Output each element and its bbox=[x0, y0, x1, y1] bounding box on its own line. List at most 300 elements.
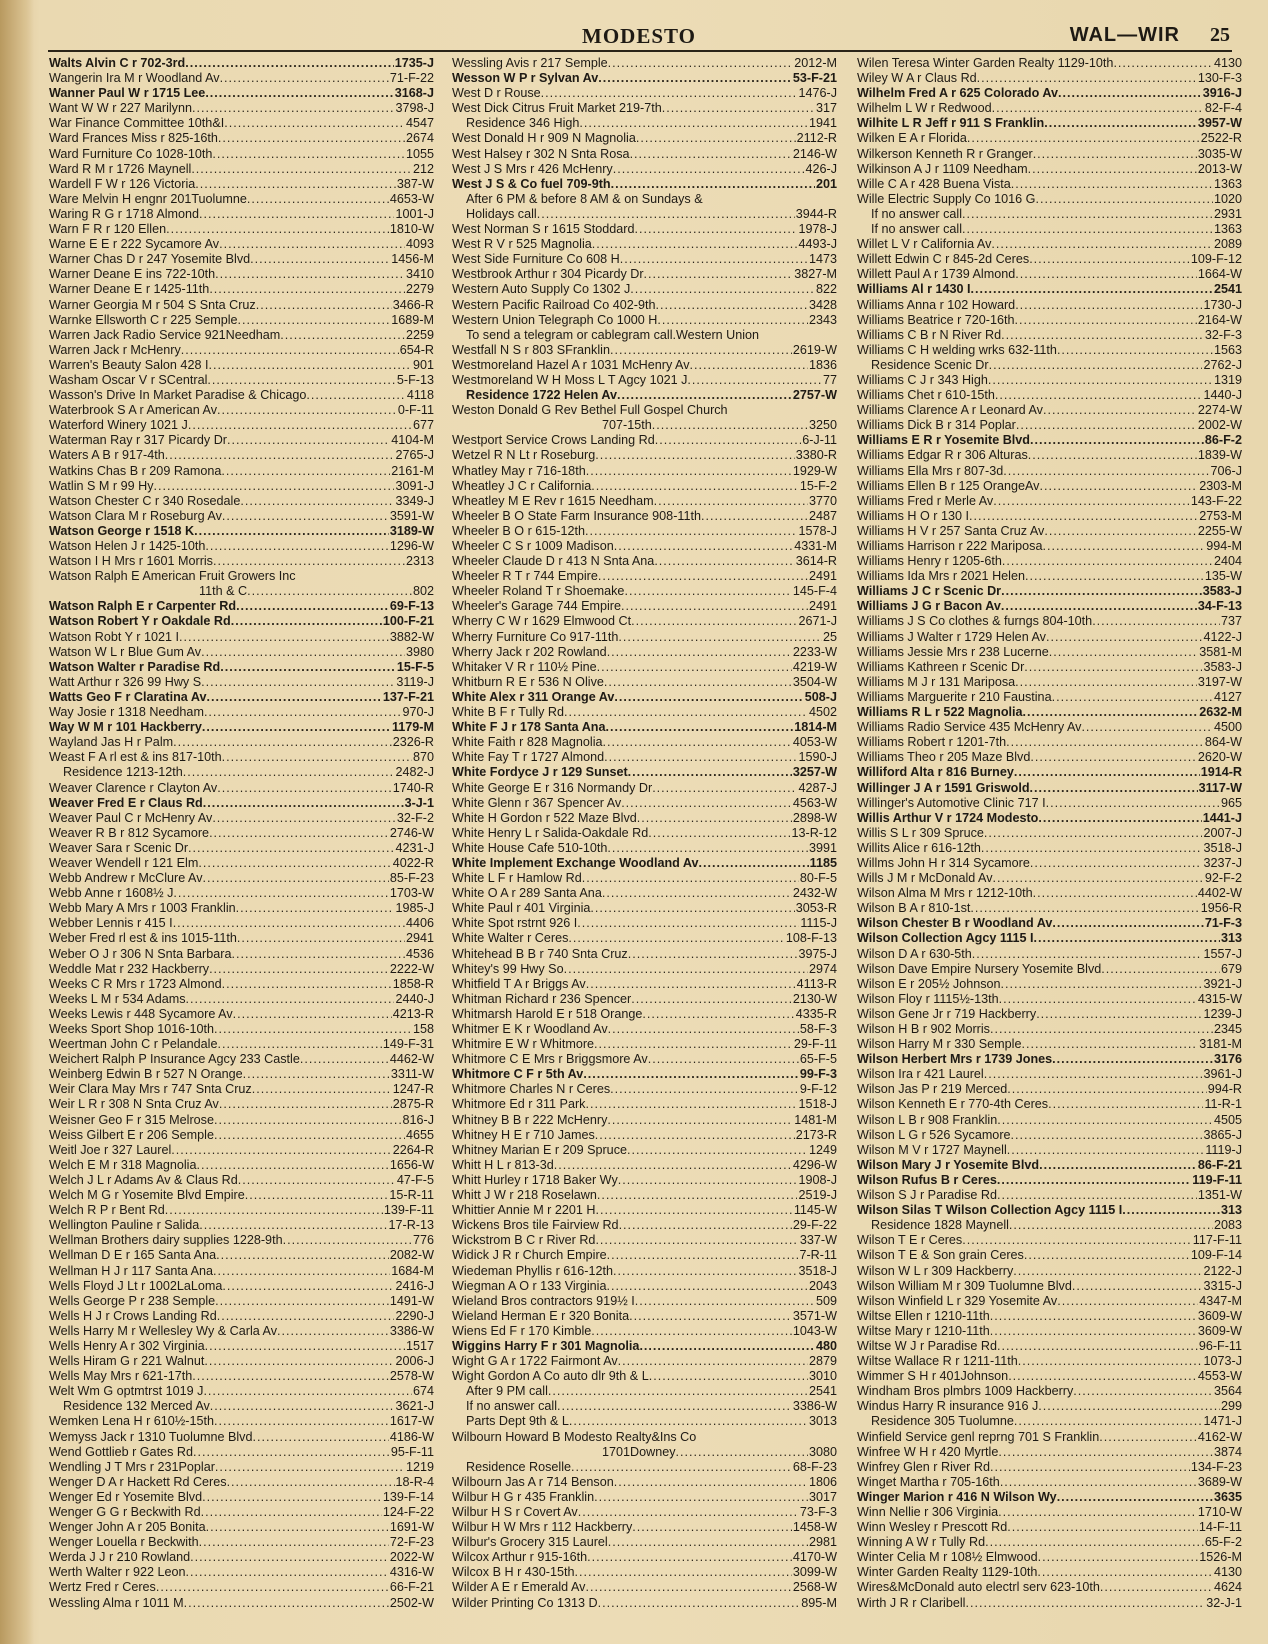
leader-dots bbox=[209, 826, 389, 841]
entry-name: Whitt J W r 218 Roselawn bbox=[452, 1188, 597, 1203]
leader-dots bbox=[217, 1037, 381, 1052]
directory-entry bbox=[452, 796, 837, 811]
phone-number: 2578-W bbox=[389, 1369, 434, 1384]
phone-number: 15-F-2 bbox=[799, 478, 837, 493]
phone-number: 2089 bbox=[1213, 237, 1242, 252]
phone-number: 1471-J bbox=[1203, 1414, 1242, 1429]
directory-entry bbox=[452, 690, 837, 705]
directory-entry bbox=[857, 192, 1242, 207]
phone-number: 2279 bbox=[405, 282, 434, 297]
directory-entry bbox=[452, 750, 837, 765]
leader-dots bbox=[699, 856, 809, 871]
leader-dots bbox=[590, 901, 794, 916]
entry-name: Wiltse W J r Paradise Rd bbox=[857, 1338, 997, 1353]
phone-number: 6-J-11 bbox=[802, 433, 837, 448]
phone-number: 3583-J bbox=[1203, 659, 1242, 674]
phone-number: 994-R bbox=[1207, 1082, 1242, 1097]
leader-dots bbox=[649, 1369, 808, 1384]
phone-number: 4500 bbox=[1213, 720, 1242, 735]
phone-number: 1440-J bbox=[1203, 388, 1242, 403]
phone-number: 2222-W bbox=[389, 961, 434, 976]
phone-number: 1185 bbox=[809, 855, 837, 870]
entry-name: Winn Wesley r Prescott Rd bbox=[857, 1520, 1008, 1535]
leader-dots bbox=[1001, 584, 1202, 599]
directory-entry bbox=[452, 1565, 837, 1580]
entry-name: Whitburn R E r 536 N Olive bbox=[452, 674, 604, 689]
directory-entry bbox=[49, 856, 434, 871]
entry-name: West Side Furniture Co 608 H bbox=[452, 252, 620, 267]
entry-name: White George E r 316 Normandy Dr bbox=[452, 780, 653, 795]
directory-entry bbox=[49, 705, 434, 720]
entry-name: Western Union Telegraph Co 1000 H bbox=[452, 312, 658, 327]
entry-name: Winget Martha r 705-16th bbox=[857, 1474, 1000, 1489]
entry-name: Williams Ida Mrs r 2021 Helen bbox=[857, 569, 1025, 584]
phone-number: 864-W bbox=[1204, 735, 1242, 750]
phone-number: 17-R-13 bbox=[388, 1218, 434, 1233]
phone-number: 3257-W bbox=[792, 765, 837, 780]
directory-entry bbox=[49, 524, 434, 539]
entry-name: 1701Downey bbox=[602, 1444, 676, 1459]
leader-dots bbox=[252, 1082, 392, 1097]
directory-entry bbox=[857, 1535, 1242, 1550]
entry-name: Warren Jack r McHenry bbox=[49, 342, 181, 357]
directory-entry bbox=[452, 1037, 837, 1052]
entry-name: Wheeler C S r 1009 Madison bbox=[452, 539, 614, 553]
phone-number: 95-F-11 bbox=[390, 1444, 434, 1459]
leader-dots bbox=[154, 479, 395, 494]
leader-dots bbox=[238, 1173, 396, 1188]
entry-name: Waterman Ray r 317 Picardy Dr bbox=[49, 433, 227, 448]
phone-number: 1985-J bbox=[395, 901, 434, 916]
phone-number: 4186-W bbox=[389, 1429, 434, 1444]
leader-dots bbox=[988, 373, 1213, 388]
entry-name: Wilson Alma M Mrs r 1212-10th bbox=[857, 886, 1033, 901]
phone-number: 822 bbox=[815, 282, 837, 297]
directory-entry bbox=[857, 1082, 1242, 1097]
leader-dots bbox=[208, 358, 412, 373]
leader-dots bbox=[222, 509, 389, 524]
entry-name: Williams R L r 522 Magnolia bbox=[857, 705, 1023, 720]
phone-number: 1858-R bbox=[392, 976, 434, 991]
directory-entry bbox=[857, 871, 1242, 886]
leader-dots bbox=[608, 56, 794, 71]
phone-number: 0-F-11 bbox=[397, 403, 434, 418]
phone-number: 2974 bbox=[808, 961, 837, 976]
entry-name: Wherry Jack r 202 Rowland bbox=[452, 644, 607, 659]
phone-number: 2416-J bbox=[395, 1278, 434, 1293]
entry-name: Williams Radio Service 435 McHenry Av bbox=[857, 720, 1082, 735]
leader-dots bbox=[1008, 1369, 1197, 1384]
phone-number: 2264-R bbox=[392, 1142, 434, 1157]
entry-name: Residence Roselle bbox=[466, 1459, 572, 1474]
leader-dots bbox=[604, 750, 797, 765]
directory-entry bbox=[857, 1279, 1242, 1294]
directory-entry bbox=[857, 222, 1242, 237]
entry-name: Waters A B r 917-4th bbox=[49, 448, 165, 463]
entry-name: Warner Deane E r 1425-11th bbox=[49, 282, 210, 297]
phone-number: 4113-R bbox=[796, 976, 837, 991]
directory-entry bbox=[49, 781, 434, 796]
entry-name: Ward Furniture Co 1028-10th bbox=[49, 146, 213, 161]
entry-name: Warnke Ellsworth C r 225 Semple bbox=[49, 312, 238, 327]
directory-entry bbox=[452, 162, 837, 177]
entry-name: Wille C A r 428 Buena Vista bbox=[857, 176, 1011, 191]
directory-entry bbox=[452, 388, 837, 403]
leader-dots bbox=[608, 1535, 808, 1550]
directory-entry bbox=[49, 479, 434, 494]
phone-number: 135-W bbox=[1204, 569, 1242, 584]
entry-name: Wiedeman Phyllis r 616-12th bbox=[452, 1263, 613, 1278]
listing-column-1 bbox=[49, 56, 434, 1611]
phone-number: 1249 bbox=[808, 1142, 837, 1157]
leader-dots bbox=[1007, 1520, 1198, 1535]
directory-entry bbox=[452, 524, 837, 539]
leader-dots bbox=[655, 298, 808, 313]
phone-number: 108-F-13 bbox=[785, 931, 837, 946]
leader-dots bbox=[1011, 177, 1213, 192]
phone-number: 86-F-21 bbox=[1197, 1157, 1242, 1172]
entry-name: Willis S L r 309 Spruce bbox=[857, 825, 984, 840]
phone-number: 4219-W bbox=[792, 659, 837, 674]
entry-name: Wend Gottlieb r Gates Rd bbox=[49, 1444, 193, 1459]
entry-name: Ward Frances Miss r 825-16th bbox=[49, 131, 218, 146]
leader-dots bbox=[283, 1233, 412, 1248]
entry-name: Warner Deane E ins 722-10th bbox=[49, 267, 216, 282]
directory-entry bbox=[857, 71, 1242, 86]
leader-dots bbox=[203, 871, 389, 886]
directory-entry bbox=[857, 282, 1242, 297]
directory-entry bbox=[49, 1384, 434, 1399]
directory-entry bbox=[452, 1203, 837, 1218]
leader-dots bbox=[213, 1264, 390, 1279]
directory-entry bbox=[857, 1007, 1242, 1022]
phone-number: 1978-J bbox=[798, 222, 837, 237]
directory-entry bbox=[49, 1188, 434, 1203]
phone-number: 3189-W bbox=[389, 523, 434, 538]
entry-name: Wherry C W r 1629 Elmwood Ct bbox=[452, 614, 632, 629]
phone-number: 3386-W bbox=[389, 1323, 434, 1338]
directory-entry bbox=[857, 343, 1242, 358]
phone-number: 3921-J bbox=[1203, 976, 1242, 991]
directory-entry bbox=[49, 720, 434, 735]
directory-entry bbox=[452, 1309, 837, 1324]
leader-dots bbox=[166, 222, 389, 237]
phone-number: 2290-J bbox=[395, 1308, 434, 1323]
leader-dots bbox=[648, 1052, 799, 1067]
entry-name: Whitey's 99 Hwy So bbox=[452, 961, 564, 976]
directory-entry bbox=[857, 916, 1242, 931]
phone-number: 1179-M bbox=[391, 720, 434, 735]
phone-number: 313 bbox=[1220, 931, 1242, 946]
entry-name: West Donald H r 909 N Magnolia bbox=[452, 131, 636, 146]
directory-entry bbox=[452, 1022, 837, 1037]
entry-name: Whitmore Ed r 311 Park bbox=[452, 1097, 586, 1112]
phone-number: 4347-M bbox=[1199, 1293, 1242, 1308]
phone-number: 1020 bbox=[1213, 191, 1242, 206]
phone-number: 3957-W bbox=[1197, 116, 1242, 131]
entry-name: Warren's Beauty Salon 428 I bbox=[49, 357, 209, 372]
leader-dots bbox=[237, 931, 405, 946]
directory-entry bbox=[857, 464, 1242, 479]
leader-dots bbox=[1042, 539, 1205, 554]
directory-entry bbox=[452, 554, 837, 569]
phone-number: 3609-W bbox=[1197, 1308, 1242, 1323]
entry-name: Weaver R B r 812 Sycamore bbox=[49, 825, 210, 840]
entry-name: Want W W r 227 Marilynn bbox=[49, 101, 192, 116]
phone-number: 139-F-11 bbox=[383, 1203, 434, 1218]
leader-dots bbox=[1029, 252, 1190, 267]
header-rule bbox=[48, 50, 1232, 52]
entry-name: Wiltse Wallace R r 1211-11th bbox=[857, 1354, 1018, 1369]
phone-number: 1836 bbox=[808, 357, 837, 372]
directory-entry bbox=[857, 1264, 1242, 1279]
directory-entry bbox=[857, 101, 1242, 116]
directory-entry bbox=[857, 539, 1242, 554]
directory-entry bbox=[49, 675, 434, 690]
phone-number: 4162-W bbox=[1197, 1429, 1242, 1444]
phone-number: 737 bbox=[1220, 614, 1242, 629]
directory-entry bbox=[452, 177, 837, 192]
entry-name: Williams Robert r 1201-7th bbox=[857, 735, 1007, 750]
entry-name: Weston Donald G Rev Bethel Full Gospel Church bbox=[452, 403, 728, 418]
phone-number: 426-J bbox=[805, 161, 837, 176]
directory-entry bbox=[857, 856, 1242, 871]
phone-number: 1517 bbox=[405, 1338, 434, 1353]
leader-dots bbox=[231, 614, 382, 629]
leader-dots bbox=[202, 720, 391, 735]
directory-entry bbox=[49, 267, 434, 282]
phone-number: 1476-J bbox=[798, 86, 837, 101]
entry-name: Whitaker V R r 110½ Pine bbox=[452, 659, 597, 674]
leader-dots bbox=[201, 675, 395, 690]
leader-dots bbox=[1039, 1158, 1197, 1173]
phone-number: 1563 bbox=[1213, 342, 1242, 357]
entry-name: Weir L R r 308 N Snta Cruz Av bbox=[49, 1097, 219, 1112]
leader-dots bbox=[1038, 811, 1201, 826]
phone-number: 3991 bbox=[808, 840, 837, 855]
phone-number: 99-F-3 bbox=[799, 1067, 837, 1082]
directory-entry bbox=[857, 1580, 1242, 1595]
leader-dots bbox=[652, 781, 797, 796]
leader-dots bbox=[204, 705, 402, 720]
entry-name: Wemken Lena H r 610½-15th bbox=[49, 1414, 214, 1429]
directory-entry bbox=[452, 1113, 837, 1128]
phone-number: 2981 bbox=[808, 1535, 837, 1550]
directory-entry bbox=[49, 901, 434, 916]
leader-dots bbox=[206, 1520, 389, 1535]
phone-number: 1578-J bbox=[798, 523, 837, 538]
directory-entry bbox=[452, 116, 837, 131]
entry-name: Wertz Fred r Ceres bbox=[49, 1580, 156, 1595]
directory-entry bbox=[452, 977, 837, 992]
entry-name: West Norman S r 1615 Stoddard bbox=[452, 222, 635, 237]
leader-dots bbox=[627, 1143, 808, 1158]
entry-name: Wellington Pauline r Salida bbox=[49, 1218, 200, 1233]
leader-dots bbox=[1057, 343, 1213, 358]
phone-number: 3053-R bbox=[795, 901, 837, 916]
directory-entry bbox=[452, 1535, 837, 1550]
entry-name: Willet L V r California Av bbox=[857, 237, 992, 252]
phone-number: 3466-R bbox=[392, 297, 434, 312]
phone-number: 2274-W bbox=[1197, 403, 1242, 418]
directory-entry bbox=[857, 267, 1242, 282]
directory-entry bbox=[857, 1414, 1242, 1429]
entry-name: Willett Paul A r 1739 Almond bbox=[857, 267, 1016, 282]
entry-name: Watt Arthur r 326 99 Hwy S bbox=[49, 674, 202, 689]
directory-entry bbox=[452, 1158, 837, 1173]
phone-number: 2765-J bbox=[395, 448, 434, 463]
leader-dots bbox=[642, 1007, 794, 1022]
directory-entry bbox=[857, 569, 1242, 584]
entry-name: Weisner Geo F r 315 Melrose bbox=[49, 1112, 214, 1127]
directory-entry bbox=[857, 1309, 1242, 1324]
leader-dots bbox=[637, 811, 792, 826]
leader-dots bbox=[215, 267, 405, 282]
phone-number: 66-F-21 bbox=[389, 1580, 434, 1595]
entry-name: Whitmore C E Mrs r Briggsmore Av bbox=[452, 1052, 648, 1067]
directory-entry bbox=[857, 584, 1242, 599]
directory-entry bbox=[49, 1097, 434, 1112]
directory-entry bbox=[49, 86, 434, 101]
directory-entry bbox=[452, 1324, 837, 1339]
entry-name: White L F r Hamlow Rd bbox=[452, 871, 582, 886]
directory-entry bbox=[857, 841, 1242, 856]
entry-name: Wendling J T Mrs r 231Poplar bbox=[49, 1459, 215, 1474]
directory-entry bbox=[452, 1188, 837, 1203]
entry-name: Wellman D E r 165 Santa Ana bbox=[49, 1248, 217, 1263]
leader-dots bbox=[1058, 86, 1202, 101]
phone-number: 2620-W bbox=[1197, 750, 1242, 765]
phone-number: 3197-W bbox=[1197, 674, 1242, 689]
phone-number: 3621-J bbox=[395, 1399, 434, 1414]
phone-number: 2006-J bbox=[395, 1354, 434, 1369]
phone-number: 119-F-11 bbox=[1192, 1172, 1242, 1187]
directory-entry bbox=[857, 1158, 1242, 1173]
directory-entry bbox=[857, 1188, 1242, 1203]
entry-name: Wheatley J C r California bbox=[452, 478, 592, 493]
phone-number: 1115-J bbox=[800, 916, 837, 931]
leader-dots bbox=[1011, 1128, 1203, 1143]
leader-dots bbox=[571, 1460, 792, 1475]
phone-number: 7-R-11 bbox=[799, 1248, 837, 1263]
phone-number: 2343 bbox=[808, 312, 837, 327]
phone-number: 201 bbox=[815, 176, 837, 191]
directory-entry bbox=[857, 494, 1242, 509]
leader-dots bbox=[1044, 116, 1197, 131]
phone-number: 71-F-3 bbox=[1204, 916, 1242, 931]
leader-dots bbox=[1052, 916, 1204, 931]
entry-name: Winfree W H r 420 Myrtle bbox=[857, 1444, 999, 1459]
directory-entry bbox=[857, 207, 1242, 222]
leader-dots bbox=[1030, 856, 1203, 871]
entry-name: West Halsey r 302 N Snta Rosa bbox=[452, 146, 630, 161]
directory-entry bbox=[857, 1520, 1242, 1535]
directory-entry bbox=[452, 962, 837, 977]
leader-dots bbox=[1052, 1052, 1213, 1067]
directory-entry bbox=[452, 494, 837, 509]
directory-entry bbox=[452, 298, 837, 313]
entry-name: Weaver Clarence r Clayton Av bbox=[49, 780, 218, 795]
leader-dots bbox=[1101, 962, 1220, 977]
entry-name: 707-15th bbox=[602, 418, 652, 433]
directory-entry bbox=[49, 1399, 434, 1414]
directory-entry bbox=[452, 464, 837, 479]
leader-dots bbox=[202, 1490, 382, 1505]
directory-entry bbox=[452, 192, 837, 207]
entry-name: Williams Edgar R r 306 Alturas bbox=[857, 448, 1028, 463]
leader-dots bbox=[582, 871, 799, 886]
directory-entry bbox=[857, 886, 1242, 901]
phone-number: 3581-M bbox=[1199, 644, 1242, 659]
directory-entry bbox=[857, 1445, 1242, 1460]
entry-name: West J S & Co fuel 709-9th bbox=[452, 176, 611, 191]
entry-name: Weertman John C r Pelandale bbox=[49, 1037, 218, 1052]
leader-dots bbox=[654, 554, 794, 569]
phone-number: 901 bbox=[412, 357, 434, 372]
leader-dots bbox=[1015, 267, 1197, 282]
phone-number: 1491-W bbox=[389, 1293, 434, 1308]
entry-name: Williams E R r Yosemite Blvd bbox=[857, 433, 1030, 448]
leader-dots bbox=[624, 584, 791, 599]
leader-dots bbox=[607, 1248, 799, 1263]
phone-number: 3080 bbox=[808, 1444, 837, 1459]
leader-dots bbox=[652, 418, 808, 433]
entry-name: Williams Clarence A r Leonard Av bbox=[857, 403, 1043, 418]
leader-dots bbox=[1033, 886, 1197, 901]
phone-number: 4130 bbox=[1213, 1565, 1242, 1580]
entry-name: West J S Mrs r 426 McHenry bbox=[452, 161, 613, 176]
leader-dots bbox=[231, 947, 405, 962]
entry-name: Wilbur's Grocery 315 Laurel bbox=[452, 1535, 608, 1550]
directory-entry bbox=[452, 1354, 837, 1369]
leader-dots bbox=[962, 207, 1213, 222]
entry-name: Residence 305 Tuolumne bbox=[871, 1414, 1014, 1429]
directory-entry bbox=[452, 1218, 837, 1233]
entry-name: Wenger G G r Beckwith Rd bbox=[49, 1505, 201, 1519]
entry-name: Willis Arthur V r 1724 Modesto bbox=[857, 810, 1039, 825]
phone-number: 1481-M bbox=[794, 1112, 837, 1127]
phone-number: 2491 bbox=[808, 599, 837, 614]
phone-number: 1458-W bbox=[792, 1520, 837, 1535]
entry-name: Wilder Printing Co 1313 D bbox=[452, 1595, 598, 1610]
entry-name: Warn F R r 120 Ellen bbox=[49, 222, 167, 237]
phone-number: 3504-W bbox=[792, 674, 837, 689]
leader-dots bbox=[583, 1067, 799, 1082]
phone-number: 3518-J bbox=[1203, 840, 1242, 855]
directory-entry bbox=[49, 464, 434, 479]
directory-entry bbox=[49, 992, 434, 1007]
directory-entry bbox=[452, 373, 837, 388]
directory-entry bbox=[857, 403, 1242, 418]
entry-name: Wells Floyd J Lt r 1002LaLoma bbox=[49, 1278, 223, 1293]
entry-name: Wieland Herman E r 320 Bonita bbox=[452, 1308, 630, 1323]
leader-dots bbox=[618, 630, 822, 645]
leader-dots bbox=[201, 1505, 382, 1520]
entry-name: Welch E M r 318 Magnolia bbox=[49, 1157, 197, 1172]
leader-dots bbox=[184, 1596, 389, 1611]
entry-name: If no answer call bbox=[466, 1399, 557, 1414]
directory-entry bbox=[857, 1218, 1242, 1233]
directory-entry bbox=[49, 1022, 434, 1037]
phone-number: 4505 bbox=[1213, 1112, 1242, 1127]
phone-number: 1914-R bbox=[1200, 765, 1242, 780]
directory-entry bbox=[857, 947, 1242, 962]
phone-number: 5-F-13 bbox=[396, 372, 434, 387]
phone-number: 4553-W bbox=[1197, 1369, 1242, 1384]
phone-number: 3689-W bbox=[1197, 1474, 1242, 1489]
phone-number: 1363 bbox=[1213, 176, 1242, 191]
phone-number: 77 bbox=[822, 372, 837, 387]
